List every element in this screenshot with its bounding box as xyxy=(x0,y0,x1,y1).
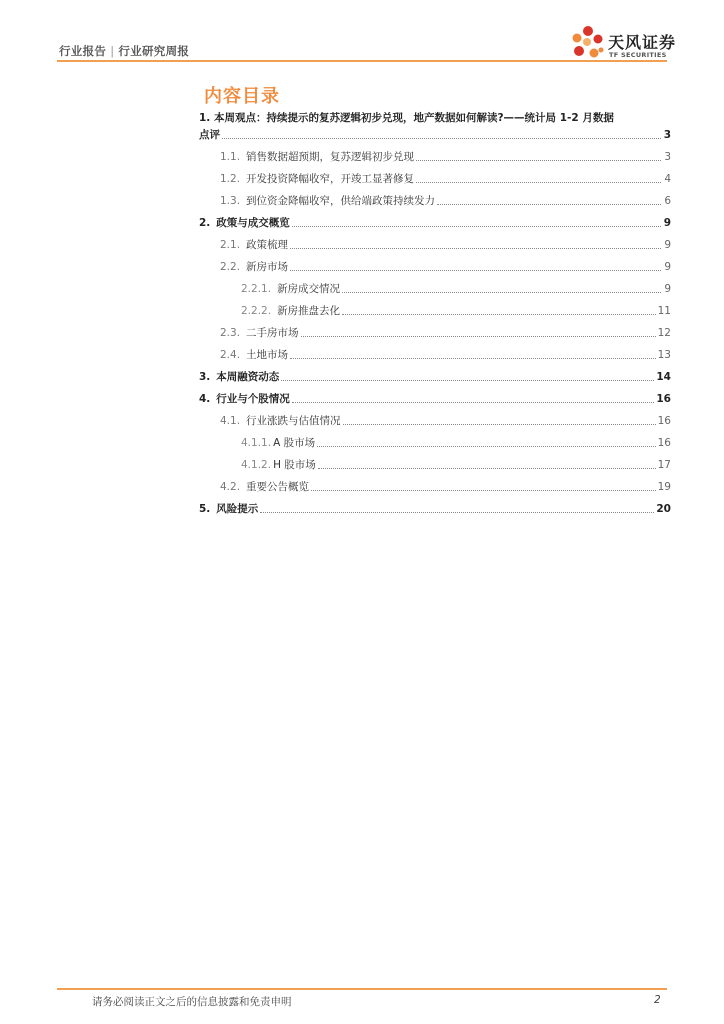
toc-leader xyxy=(290,358,656,359)
toc-leader xyxy=(222,138,661,139)
toc-leader xyxy=(290,248,661,249)
toc-leader xyxy=(292,402,655,403)
toc-entry-3[interactable] xyxy=(199,370,671,384)
toc-number: 1.1. xyxy=(220,151,241,163)
toc-leader xyxy=(292,226,661,227)
toc-text: 土地市场 xyxy=(246,349,289,361)
toc-text: H 股市场 xyxy=(273,459,316,471)
toc-leader xyxy=(416,160,661,161)
toc-leader xyxy=(317,446,656,447)
toc-page-number: 14 xyxy=(656,371,671,383)
toc-number: 1.2. xyxy=(220,173,241,185)
logo-en-text: TF SECURITIES xyxy=(609,51,667,59)
toc-entry-4-1-1[interactable] xyxy=(241,436,671,450)
flower-logo-icon xyxy=(568,24,608,62)
toc-page-number: 9 xyxy=(664,239,671,251)
toc-leader xyxy=(318,468,656,469)
header-divider xyxy=(57,60,667,62)
footer-disclaimer: 请务必阅读正文之后的信息披露和免责申明 xyxy=(92,996,292,1008)
toc-page-number: 13 xyxy=(657,349,671,361)
toc-leader xyxy=(281,380,654,381)
toc-entry-4-1-2[interactable] xyxy=(241,458,671,472)
report-type xyxy=(59,43,189,59)
toc-entry-2-3[interactable] xyxy=(220,326,671,340)
toc-leader xyxy=(342,314,656,315)
toc-entry-2-2-2[interactable] xyxy=(241,304,671,318)
toc-page-number: 4 xyxy=(664,173,671,185)
toc-text: 重要公告概览 xyxy=(246,481,310,493)
toc-text: 政策梳理 xyxy=(246,239,289,251)
toc-page-number: 17 xyxy=(657,459,671,471)
toc-number: 4.1. xyxy=(220,415,241,427)
toc-number: 2.2.1. xyxy=(241,283,272,295)
toc-page-number: 12 xyxy=(657,327,671,339)
toc-entry-2-2[interactable] xyxy=(220,260,671,274)
tf-securities-logo xyxy=(568,24,678,62)
toc-text: 销售数据超预期，复苏逻辑初步兑现 xyxy=(246,151,415,163)
toc-entry-2-1[interactable] xyxy=(220,238,671,252)
toc-entry-2[interactable] xyxy=(199,216,671,230)
toc-entry-2-4[interactable] xyxy=(220,348,671,362)
toc-leader xyxy=(301,336,656,337)
toc-entry-1-2[interactable] xyxy=(220,172,671,186)
toc-page-number: 20 xyxy=(656,503,671,515)
toc-number: 2.4. xyxy=(220,349,241,361)
toc-text: 新房成交情况 xyxy=(277,283,341,295)
toc-entry-1-line1[interactable]: 1. 本周观点：持续提示的复苏逻辑初步兑现，地产数据如何解读?——统计局 1-2 月数据 xyxy=(199,112,614,124)
toc-page-number: 16 xyxy=(657,437,671,449)
toc-text: 本周融资动态 xyxy=(216,371,280,383)
toc-leader xyxy=(343,424,656,425)
footer-page-number: 2 xyxy=(654,994,661,1006)
toc-number: 4.2. xyxy=(220,481,241,493)
toc-number: 3. xyxy=(199,371,211,383)
toc-number: 2.3. xyxy=(220,327,241,339)
toc-number: 4. xyxy=(199,393,211,405)
toc-text: A 股市场 xyxy=(273,437,316,449)
toc-page-number: 11 xyxy=(657,305,671,317)
toc-entry-4-2[interactable] xyxy=(220,480,671,494)
toc-title: 内容目录 xyxy=(204,86,280,107)
toc-page-number: 16 xyxy=(656,393,671,405)
toc-text: 政策与成交概览 xyxy=(216,217,290,229)
toc-page-number: 9 xyxy=(664,283,671,295)
toc-entry-1-1[interactable] xyxy=(220,150,671,164)
toc-text: 风险提示 xyxy=(216,503,259,515)
toc-page-number: 3 xyxy=(663,129,671,141)
toc-entry-4-1[interactable] xyxy=(220,414,671,428)
toc-number: 2. xyxy=(199,217,211,229)
toc-number: 4.1.2. xyxy=(241,459,272,471)
toc-entry-1-cont: 点评 xyxy=(199,129,220,141)
toc-text: 二手房市场 xyxy=(246,327,299,339)
toc-text: 新房推盘去化 xyxy=(277,305,341,317)
toc-entry-2-2-1[interactable] xyxy=(241,282,671,296)
toc-number: 4.1.1. xyxy=(241,437,272,449)
toc-text: 到位资金降幅收窄，供给端政策持续发力 xyxy=(246,195,436,207)
toc-leader xyxy=(416,182,661,183)
footer-divider xyxy=(57,988,667,990)
toc-entry-4[interactable] xyxy=(199,392,671,406)
header-separator: | xyxy=(110,44,115,58)
toc-page-number: 3 xyxy=(664,151,671,163)
toc-leader xyxy=(311,490,656,491)
toc-entry-5[interactable] xyxy=(199,502,671,516)
toc-page-number: 16 xyxy=(657,415,671,427)
logo-cn-text: 天风证券 xyxy=(608,33,677,52)
toc-page-number: 6 xyxy=(664,195,671,207)
toc-leader xyxy=(260,512,654,513)
toc-entry-1[interactable] xyxy=(199,128,671,142)
toc-page-number: 19 xyxy=(657,481,671,493)
toc-text: 开发投资降幅收窄，开竣工显著修复 xyxy=(246,173,415,185)
toc-page-number: 9 xyxy=(664,261,671,273)
toc-leader xyxy=(290,270,661,271)
report-subcategory: 行业研究周报 xyxy=(118,44,190,58)
toc-leader xyxy=(342,292,661,293)
toc-number: 1.3. xyxy=(220,195,241,207)
toc-number: 2.1. xyxy=(220,239,241,251)
toc-text: 行业涨跌与估值情况 xyxy=(246,415,341,427)
toc-leader xyxy=(437,204,661,205)
toc-number: 5. xyxy=(199,503,211,515)
toc-number: 2.2.2. xyxy=(241,305,272,317)
toc-text: 行业与个股情况 xyxy=(216,393,290,405)
report-category: 行业报告 xyxy=(59,44,107,58)
toc-text: 新房市场 xyxy=(246,261,289,273)
toc-entry-1-3[interactable] xyxy=(220,194,671,208)
toc-number: 2.2. xyxy=(220,261,241,273)
toc-page-number: 9 xyxy=(663,217,671,229)
